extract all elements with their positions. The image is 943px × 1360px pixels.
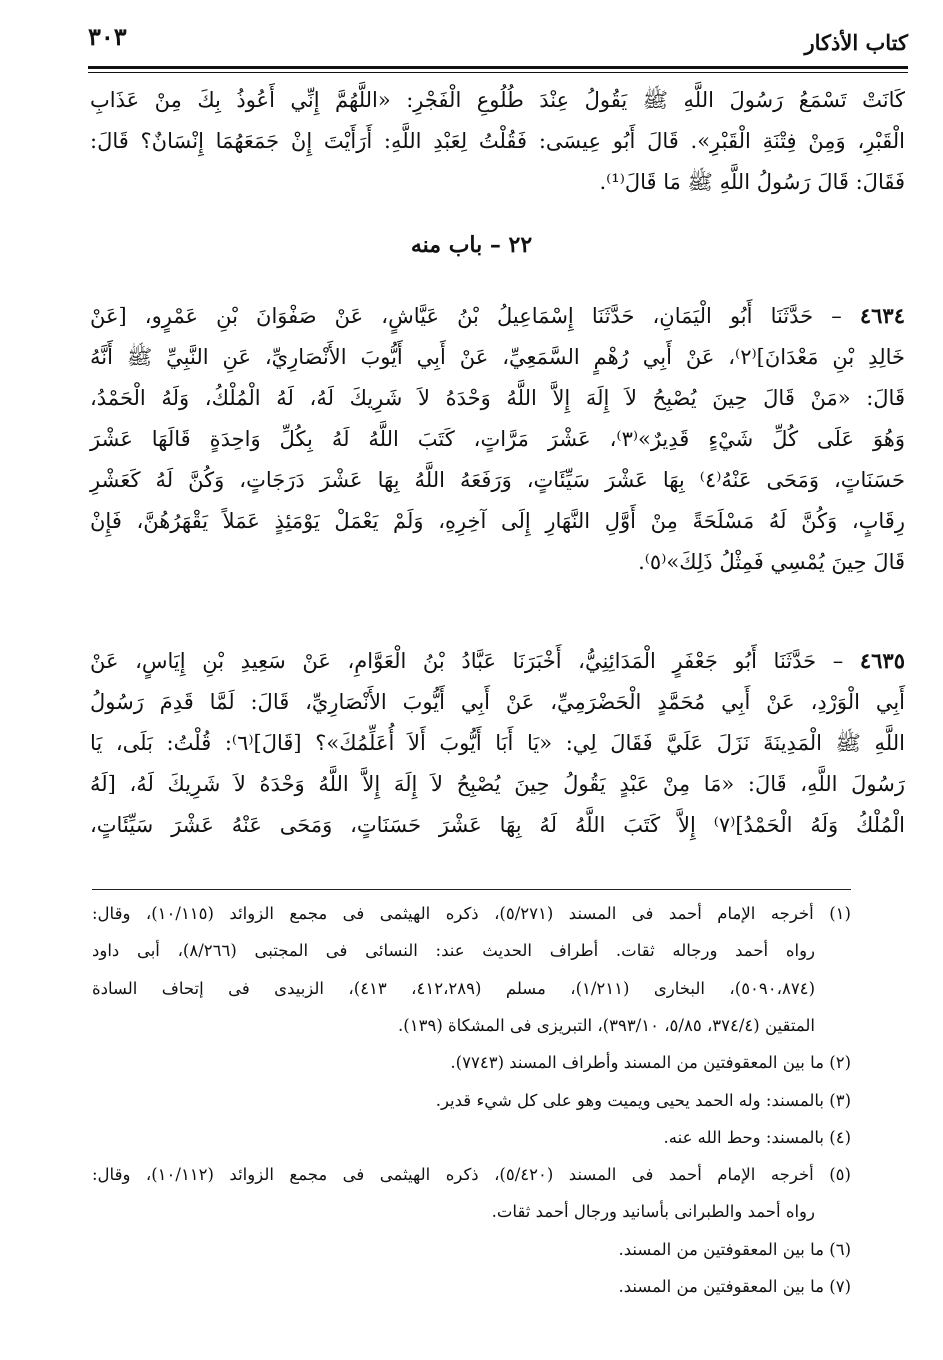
footnote-line: (٢) ما بين المعقوفتين من المسند وأطراف المسند (٧٧٤٣).: [450, 1053, 851, 1073]
hadith-4634-line: خَالِدِ بْنِ مَعْدَانَ]⁽٢⁾، عَنْ أَبِي رُهْمٍ السَّمَعِيِّ، عَنْ أَبِي أَيُّوبَ الأَنْصَارِيِّ، عَنِ النَّبِيِّ ﷺ أَنَّهُ: [90, 345, 905, 369]
hadith-number: ٤٦٣٤: [859, 303, 905, 328]
hadith-4635-line: [90, 641, 905, 681]
book-title: كتاب الأذكار: [804, 30, 908, 55]
footnote-line: رواه أحمد والطبرانى بأسانيد ورجال أحمد ثقات.: [491, 1202, 815, 1222]
footnote-line: (١) أخرجه الإمام أحمد فى المسند (٥/٢٧١)، ذكره الهيثمى فى مجمع الزوائد (١٠/١١٥)، وقال:: [92, 904, 851, 923]
header-rule: [88, 66, 908, 73]
hadith-text: – حَدَّثَنَا أَبُو جَعْفَرٍ الْمَدَائِنِيُّ، أَخْبَرَنَا عَبَّادُ بْنُ الْعَوَّامِ، عَنْ سَعِيدِ بْنِ إِيَاسٍ، عَنْ: [90, 649, 844, 673]
footnote-line: (٣) بالمسند: وله الحمد يحيى ويميت وهو على كل شيء قدير.: [435, 1090, 851, 1110]
footnote-line: رواه أحمد ورجاله ثقات. أطراف الحديث عند: النسائى فى المجتبى (٨/٢٦٦)، أبى داود: [92, 941, 815, 961]
hadith-4634-line: [90, 296, 905, 336]
hadith-4634-line: قَالَ حِينَ يُمْسِي فَمِثْلُ ذَلِكَ»⁽٥⁾.: [638, 550, 905, 574]
section-heading: ٢٢ – باب منه: [410, 232, 533, 258]
hadith-4635-line: الْمُلْكُ وَلَهُ الْحَمْدُ]⁽٧⁾ إِلاَّ كَتَبَ اللَّهُ لَهُ بِهَا عَشْرَ حَسَنَاتٍ، وَمَحَى عَنْهُ عَشْرَ سَيِّئَاتٍ،: [90, 813, 905, 837]
footnote-line: (٦) ما بين المعقوفتين من المسند.: [618, 1239, 851, 1259]
hadith-4634-line: وَهُوَ عَلَى كُلِّ شَيْءٍ قَدِيرٌ»⁽٣⁾، عَشْرَ مَرَّاتٍ، كَتَبَ اللَّهُ لَهُ بِكُلِّ وَاحِدَةٍ قَالَهَا عَشْرَ: [90, 427, 906, 451]
footnote-line: (٥) أخرجه الإمام أحمد فى المسند (٥/٤٢٠)، ذكره الهيثمى فى مجمع الزوائد (١٠/١١٢)، وقال:: [92, 1165, 851, 1185]
footnote-line: (٧) ما بين المعقوفتين من المسند.: [618, 1277, 851, 1296]
footnote-line: (٤) بالمسند: وحط الله عنه.: [663, 1127, 851, 1147]
hadith-4634-line: حَسَنَاتٍ، وَمَحَى عَنْهُ⁽٤⁾ بِهَا عَشْرَ سَيِّئَاتٍ، وَرَفَعَهُ اللَّهُ بِهَا عَشْرَ دَرَجَاتٍ، وَكُنَّ لَهُ كَعَشْرِ: [90, 468, 905, 492]
hadith-4635-line: اللَّهِ ﷺ الْمَدِينَةَ نَزَلَ عَلَيَّ فَقَالَ لِي: «يَا أَبَا أَيُّوبَ أَلاَ أُعَلِّمُكَ»؟ [قَالَ]⁽٦⁾: قُلْتُ: بَلَى، يَا: [90, 731, 905, 755]
hadith-4635-line: رَسُولَ اللَّهِ، قَالَ: «مَا مِنْ عَبْدٍ يَقُولُ حِينَ يُصْبِحُ لاَ إِلَهَ إِلاَّ اللَّهُ وَحْدَهُ لاَ شَرِيكَ لَهُ، [لَهُ: [90, 772, 905, 796]
hadith-4635-line: أَبِي الْوَرْدِ، عَنْ أَبِي مُحَمَّدٍ الْحَضْرَمِيِّ، عَنْ أَبِي أَيُّوبَ الأَنْصَارِيِّ، قَالَ: لَمَّا قَدِمَ رَسُولُ: [90, 690, 905, 714]
hadith-4634-line: قَالَ: «مَنْ قَالَ حِينَ يُصْبِحُ لاَ إِلَهَ إِلاَّ اللَّهُ وَحْدَهُ لاَ شَرِيكَ لَهُ، لَهُ الْمُلْكُ، وَلَهُ الْحَمْدُ،: [90, 386, 905, 410]
footnote-line: المتقين (٣٧٤/٤، ٥/٨٥، ٣٩٣/١٠)، التبريزى فى المشكاة (١٣٩).: [398, 1015, 815, 1035]
footnote-line: (٥٠٩٠،٨٧٤)، البخارى (١/٢١١)، مسلم (٤١٢،٢٨٩، ٤١٣)، الزبيدى فى إتحاف السادة: [92, 978, 815, 998]
running-header: [88, 22, 908, 62]
body-line: الْقَبْرِ، وَمِنْ فِتْنَةِ الْقَبْرِ». قَالَ أَبُو عِيسَى: فَقُلْتُ لِعَبْدِ اللَّهِ: أَرَأَيْتَ إِنْ جَمَعَهُمَا إِنْسَانٌ؟ قَالَ:: [90, 129, 906, 153]
page-number: ٣٠٣: [88, 22, 127, 51]
body-line: فَقَالَ: قَالَ رَسُولُ اللَّهِ ﷺ مَا قَالَ⁽¹⁾.: [599, 170, 905, 194]
hadith-text: – حَدَّثَنَا أَبُو الْيَمَانِ، حَدَّثَنَا إِسْمَاعِيلُ بْنُ عَيَّاشٍ، عَنْ صَفْوَانَ بْنِ عَمْرٍو، [عَنْ: [90, 304, 842, 328]
hadith-4634-line: رِقَابٍ، وَكُنَّ لَهُ مَسْلَحَةً مِنْ أَوَّلِ النَّهَارِ إِلَى آخِرِهِ، وَلَمْ يَعْمَلْ يَوْمَئِذٍ عَمَلاً يَقْهَرُهُنَّ، فَإِنْ: [90, 509, 905, 533]
body-line: كَانَتْ تَسْمَعُ رَسُولَ اللَّهِ ﷺ يَقُولُ عِنْدَ طُلُوعِ الْفَجْرِ: «اللَّهُمَّ إِنِّي أَعُوذُ بِكَ مِنْ عَذَابِ: [90, 88, 905, 112]
footnote-rule: [92, 889, 851, 890]
hadith-number: ٤٦٣٥: [859, 648, 905, 673]
